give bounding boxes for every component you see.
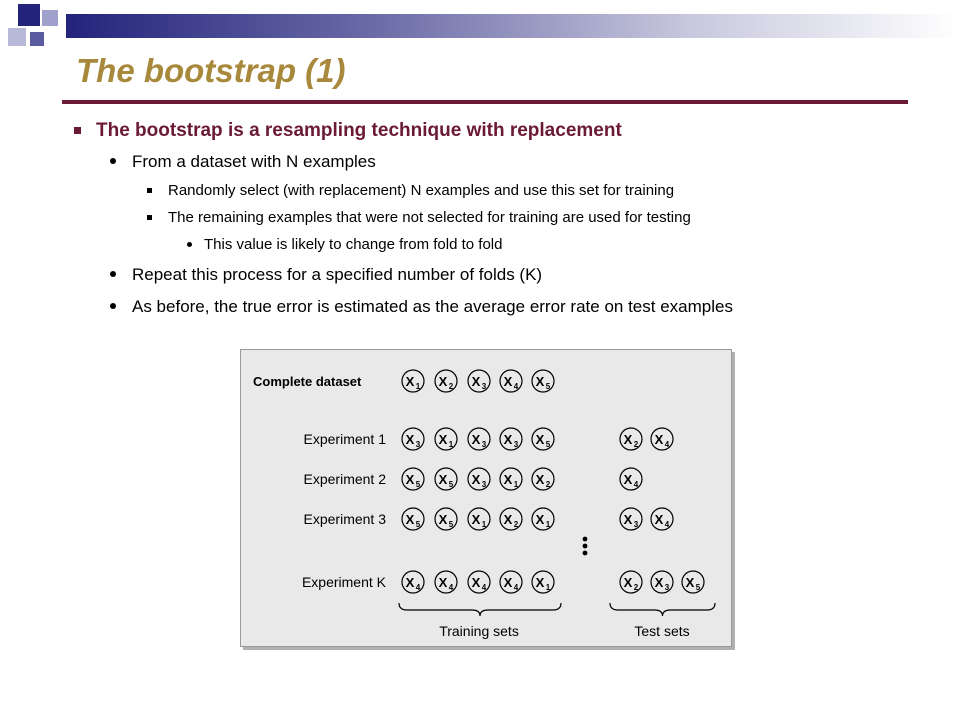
sample-symbol: X xyxy=(654,575,664,590)
sample-index: 1 xyxy=(513,480,519,489)
sample-index: 2 xyxy=(513,520,519,529)
sample-symbol: X xyxy=(654,432,664,447)
bullet-level-2 xyxy=(132,153,376,170)
bullet-level-2 xyxy=(132,266,542,283)
sample-index: 2 xyxy=(545,480,551,489)
sample-symbol: X xyxy=(438,575,448,590)
sample-index: 1 xyxy=(415,382,421,391)
sample-index: 5 xyxy=(448,520,454,529)
sample-index: 5 xyxy=(415,520,421,529)
sample-index: 2 xyxy=(633,583,639,592)
bullet-text: Repeat this process for a specified number of folds (K) xyxy=(132,265,543,284)
sample-symbol: X xyxy=(503,432,513,447)
sample-index: 5 xyxy=(448,480,454,489)
test-brace xyxy=(610,603,715,616)
bullet-level-3 xyxy=(168,210,691,225)
sample-symbol: X xyxy=(438,472,448,487)
training-sets-label: Training sets xyxy=(439,623,519,639)
bullet-text: This value is likely to change from fold to fold xyxy=(204,236,503,253)
title-underline xyxy=(62,100,908,104)
sample-index: 4 xyxy=(481,583,487,592)
sample-index: 4 xyxy=(633,480,639,489)
sample-index: 5 xyxy=(545,440,551,449)
sample-index: 4 xyxy=(664,520,670,529)
decor-square-mid xyxy=(30,32,44,46)
sample-index: 4 xyxy=(415,583,421,592)
sample-symbol: X xyxy=(503,374,513,389)
sample-index: 3 xyxy=(481,382,487,391)
round-bullet-icon xyxy=(110,303,116,309)
bullet-text: As before, the true error is estimated as the average error rate on test examples xyxy=(132,297,733,316)
sample-index: 1 xyxy=(481,520,487,529)
bullet-level-4 xyxy=(204,237,502,252)
square-bullet-icon xyxy=(147,215,152,220)
diagram-canvas xyxy=(241,350,731,646)
sample-index: 4 xyxy=(664,440,670,449)
header-gradient-bar xyxy=(66,14,960,38)
sample-index: 3 xyxy=(481,480,487,489)
ellipsis-dot xyxy=(583,537,588,542)
sample-index: 5 xyxy=(545,382,551,391)
ellipsis-dot xyxy=(583,551,588,556)
sample-symbol: X xyxy=(654,512,664,527)
sample-symbol: X xyxy=(535,374,545,389)
sample-index: 3 xyxy=(664,583,670,592)
sample-symbol: X xyxy=(438,432,448,447)
sample-symbol: X xyxy=(685,575,695,590)
sample-index: 5 xyxy=(695,583,701,592)
square-bullet-icon xyxy=(147,188,152,193)
bullet-text: The bootstrap is a resampling technique with replacement xyxy=(96,120,622,141)
square-bullet-icon xyxy=(74,127,81,134)
experiment-label: Experiment 1 xyxy=(303,431,386,447)
round-bullet-icon xyxy=(110,158,116,164)
round-bullet-icon xyxy=(187,242,192,247)
sample-symbol: X xyxy=(438,374,448,389)
sample-symbol: X xyxy=(405,374,415,389)
decor-square-dark xyxy=(18,4,40,26)
sample-symbol: X xyxy=(405,575,415,590)
decor-square-light xyxy=(42,10,58,26)
sample-symbol: X xyxy=(535,432,545,447)
sample-index: 4 xyxy=(513,583,519,592)
sample-index: 3 xyxy=(481,440,487,449)
sample-symbol: X xyxy=(535,512,545,527)
sample-symbol: X xyxy=(623,472,633,487)
sample-symbol: X xyxy=(438,512,448,527)
complete-dataset-label: Complete dataset xyxy=(253,374,362,389)
training-brace xyxy=(399,603,561,616)
bullet-text: The remaining examples that were not selected for training are used for testing xyxy=(168,209,691,226)
sample-symbol: X xyxy=(535,472,545,487)
sample-symbol: X xyxy=(405,472,415,487)
bullet-level-2 xyxy=(132,298,733,315)
test-sets-label: Test sets xyxy=(634,623,690,639)
sample-symbol: X xyxy=(503,512,513,527)
sample-index: 3 xyxy=(415,440,421,449)
experiment-label: Experiment 3 xyxy=(303,511,386,527)
sample-index: 3 xyxy=(513,440,519,449)
bullet-text: From a dataset with N examples xyxy=(132,152,376,171)
sample-index: 1 xyxy=(545,520,551,529)
sample-symbol: X xyxy=(535,575,545,590)
sample-index: 4 xyxy=(513,382,519,391)
sample-symbol: X xyxy=(405,512,415,527)
sample-index: 1 xyxy=(448,440,454,449)
sample-symbol: X xyxy=(471,512,481,527)
sample-index: 2 xyxy=(633,440,639,449)
sample-symbol: X xyxy=(471,374,481,389)
bullet-level-1 xyxy=(96,121,622,140)
sample-index: 3 xyxy=(633,520,639,529)
sample-symbol: X xyxy=(471,575,481,590)
bullet-text: Randomly select (with replacement) N examples and use this set for training xyxy=(168,182,675,199)
sample-symbol: X xyxy=(503,575,513,590)
slide-title: The bootstrap (1) xyxy=(76,52,346,89)
ellipsis-dot xyxy=(583,544,588,549)
sample-symbol: X xyxy=(623,512,633,527)
sample-symbol: X xyxy=(405,432,415,447)
sample-index: 4 xyxy=(448,583,454,592)
sample-symbol: X xyxy=(623,575,633,590)
sample-symbol: X xyxy=(471,432,481,447)
sample-symbol: X xyxy=(471,472,481,487)
sample-index: 1 xyxy=(545,583,551,592)
sample-index: 2 xyxy=(448,382,454,391)
experiment-label: Experiment 2 xyxy=(303,471,386,487)
decor-square-light xyxy=(8,28,26,46)
sample-index: 5 xyxy=(415,480,421,489)
round-bullet-icon xyxy=(110,271,116,277)
sample-symbol: X xyxy=(503,472,513,487)
bootstrap-diagram xyxy=(240,349,732,647)
bullet-level-3 xyxy=(168,183,674,198)
sample-symbol: X xyxy=(623,432,633,447)
experiment-label: Experiment K xyxy=(301,574,386,590)
